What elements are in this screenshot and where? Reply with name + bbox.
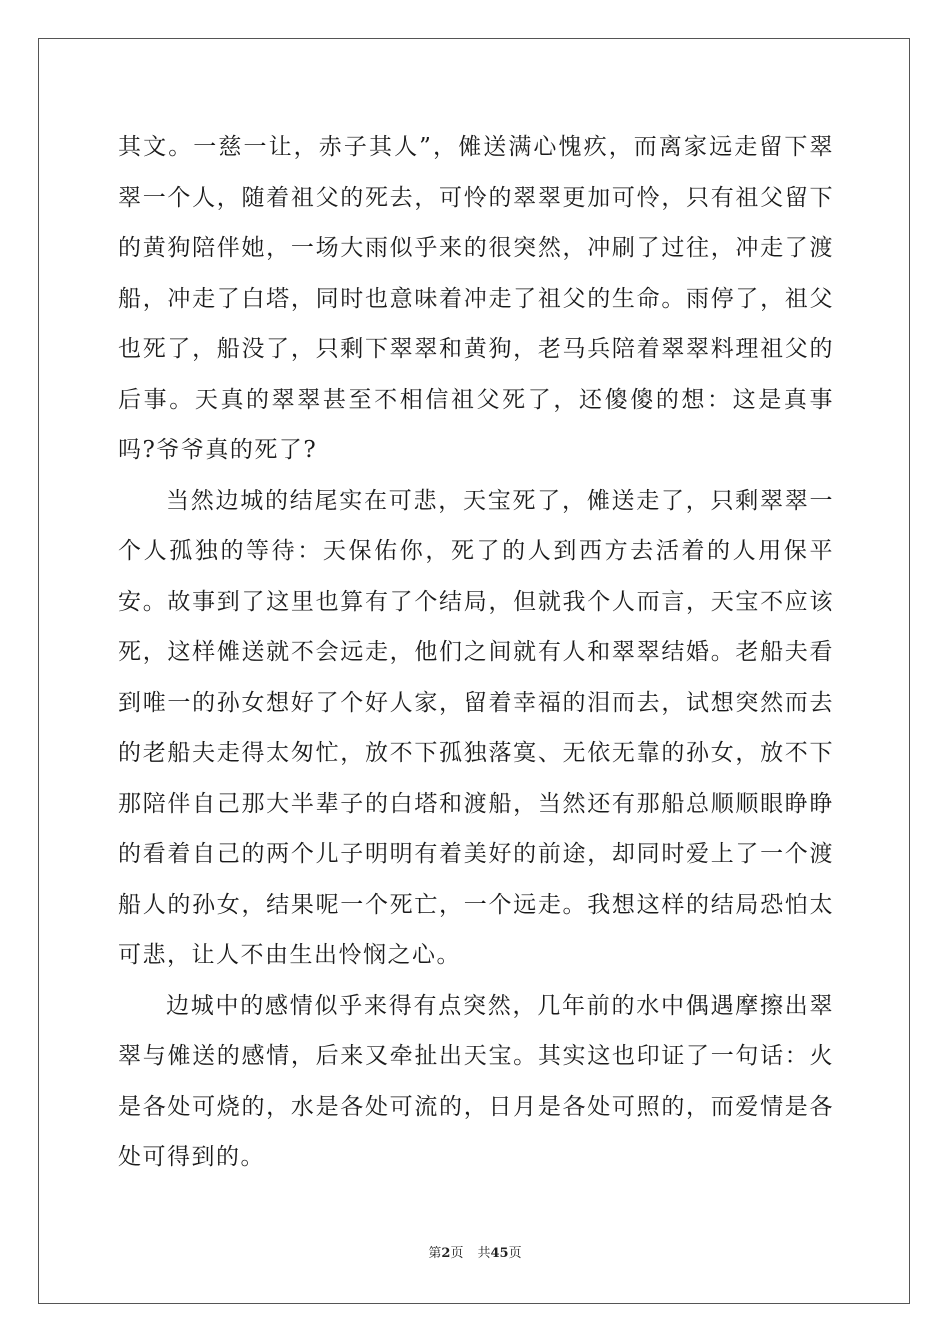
page-number: 2 <box>441 1246 451 1261</box>
total-pages: 45 <box>490 1246 509 1261</box>
page-footer <box>0 1242 950 1261</box>
paragraph-3: 边城中的感情似乎来得有点突然，几年前的水中偶遇摩擦出翠翠与傩送的感情，后来又牵扯出天宝。其实这也印证了一句话：火是各处可烧的，水是各处可流的，日月是各处可照的，而爱情是各处可得到的。 <box>118 992 834 1170</box>
page-suffix: 页 <box>450 1246 464 1261</box>
paragraph-2: 当然边城的结尾实在可悲，天宝死了，傩送走了，只剩翠翠一个人孤独的等待：天保佑你，死了的人到西方去活着的人用保平安。故事到了这里也算有了个结局，但就我个人而言，天宝不应该死，这样傩送就不会远走，他们之间就有人和翠翠结婚。老船夫看到唯一的孙女想好了个好人家，留着幸福的泪而去，试想突然而去的老船夫走得太匆忙，放不下孤独落寞、无依无靠的孙女，放不下那陪伴自己那大半辈子的白塔和渡船，当然还有那船总顺顺眼睁睁的看着自己的两个儿子明明有着美好的前途，却同时爱上了一个渡船人的孙女，结果呢一个死亡，一个远走。我想这样的结局恐怕太可悲，让人不由生出怜悯之心。 <box>118 487 834 968</box>
page-prefix: 第 <box>428 1246 442 1261</box>
total-suffix: 页 <box>508 1246 522 1261</box>
paragraph-1: 其文。一慈一让，赤子其人”，傩送满心愧疚，而离家远走留下翠翠一个人，随着祖父的死去，可怜的翠翠更加可怜，只有祖父留下的黄狗陪伴她，一场大雨似乎来的很突然，冲刷了过往，冲走了渡船，冲走了白塔，同时也意味着冲走了祖父的生命。雨停了，祖父也死了，船没了，只剩下翠翠和黄狗，老马兵陪着翠翠料理祖父的后事。天真的翠翠甚至不相信祖父死了，还傻傻的想：这是真事吗?爷爷真的死了? <box>118 134 834 463</box>
document-body <box>118 122 834 1183</box>
total-prefix: 共 <box>477 1246 491 1261</box>
